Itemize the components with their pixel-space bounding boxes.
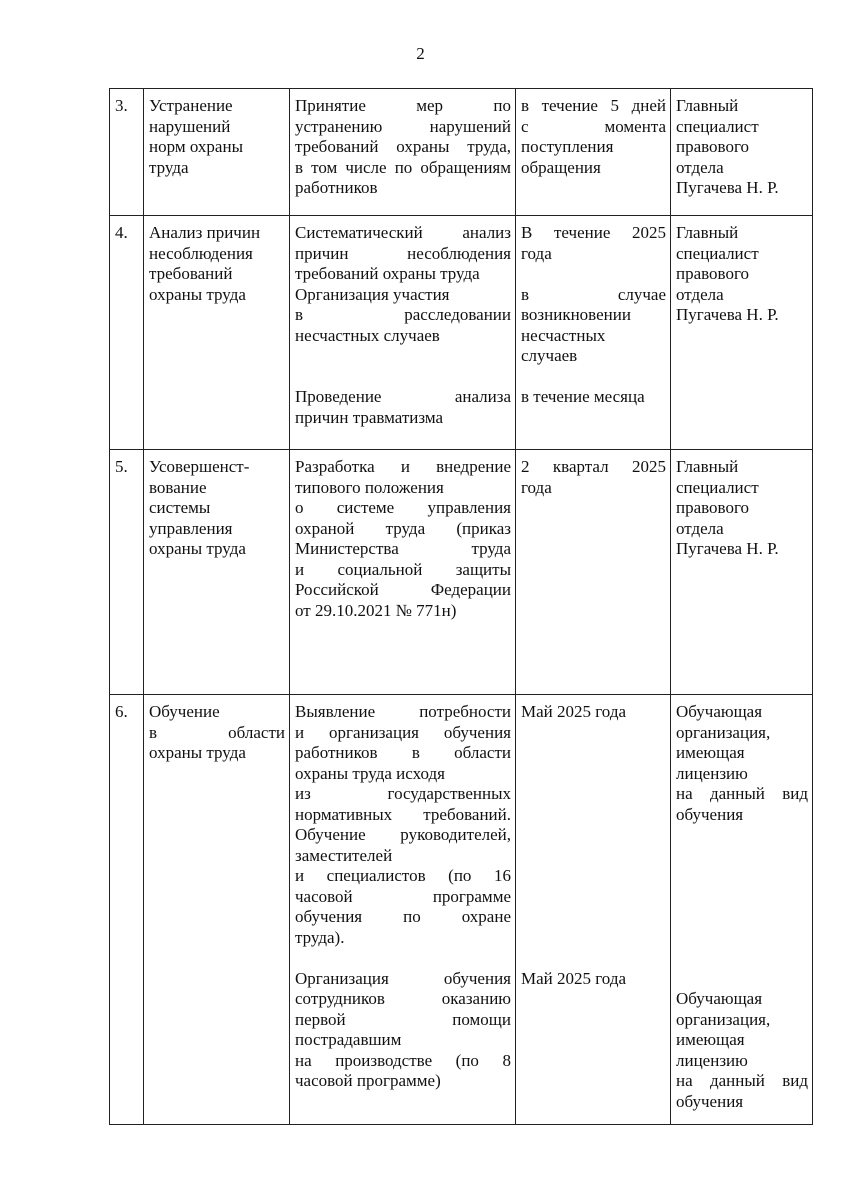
row-number: 5.: [110, 450, 144, 695]
resp-line: правового: [676, 137, 750, 156]
action-line: требований охраны труда,: [295, 137, 511, 156]
term-line: возникновении: [521, 305, 631, 324]
term-line: года: [521, 477, 552, 497]
term-line: [521, 846, 666, 867]
page-number: 2: [416, 44, 425, 63]
action-line: охраны труда исходя: [295, 763, 445, 783]
action-line: Систематический анализ: [295, 223, 511, 242]
term-line: [521, 264, 666, 285]
name-line: нарушений: [149, 116, 231, 136]
term-line: 2 квартал 2025: [521, 457, 666, 476]
resp-line: отдела: [676, 157, 724, 177]
activity-name-cell: [144, 216, 290, 450]
action-line: труда).: [295, 927, 345, 947]
name-line: системы: [149, 498, 211, 517]
term-line: [521, 928, 666, 949]
resp-line: [676, 907, 808, 928]
action-line: Организация обучения: [295, 968, 511, 988]
name-line: Обучение: [149, 702, 220, 721]
term-line: [521, 825, 666, 846]
activity-name-cell: [144, 89, 290, 216]
term-line: с момента: [521, 116, 666, 136]
action-line: Разработка и внедрение: [295, 457, 511, 476]
action-line: [295, 367, 511, 388]
resp-line: Главный: [676, 457, 739, 476]
action-line: и организация обучения: [295, 722, 511, 742]
term-line: [521, 805, 666, 826]
resp-line: Обучающая: [676, 702, 763, 721]
resp-line: организация,: [676, 1009, 771, 1029]
table-row: [110, 89, 813, 216]
name-line: охраны труда: [149, 539, 246, 558]
resp-line: [676, 928, 808, 949]
action-line: и социальной защиты: [295, 559, 511, 579]
resp-line: правового: [676, 498, 750, 517]
term-line: [521, 723, 666, 744]
resp-line: Пугачева Н. Р.: [676, 539, 779, 558]
resp-line: Обучающая: [676, 989, 763, 1008]
action-line: [295, 948, 511, 969]
table-row: [110, 695, 813, 1125]
action-line: заместителей: [295, 845, 393, 865]
term-line: Май 2025 года: [521, 968, 627, 988]
resp-line: на данный вид: [676, 784, 808, 803]
name-line: несоблюдения: [149, 243, 253, 263]
action-line: работников: [295, 178, 378, 197]
term-line: случаев: [521, 346, 578, 365]
resp-line: организация,: [676, 722, 771, 742]
table-row: [110, 216, 813, 450]
action-line: причин несоблюдения: [295, 243, 511, 263]
name-line: управления: [149, 518, 233, 538]
action-line: Проведение анализа: [295, 387, 511, 406]
name-line: труда: [149, 157, 189, 177]
name-line: норм охраны: [149, 137, 243, 156]
action-line: в расследовании: [295, 305, 511, 324]
action-line: требований охраны труда: [295, 264, 480, 283]
action-line: сотрудников оказанию: [295, 989, 511, 1008]
row-number: 3.: [110, 89, 144, 216]
term-line: В течение 2025: [521, 223, 666, 242]
activity-name-cell: [144, 695, 290, 1125]
row-number: 6.: [110, 695, 144, 1125]
activity-name-cell: [144, 450, 290, 695]
term-line: [521, 907, 666, 928]
term-line: в течение месяца: [521, 387, 645, 406]
responsible-cell: [671, 216, 813, 450]
name-line: вование: [149, 477, 207, 497]
resp-line: отдела: [676, 518, 724, 538]
term-line: [521, 764, 666, 785]
resp-line: лицензию: [676, 763, 748, 783]
term-line: Май 2025 года: [521, 702, 627, 721]
term-line: [521, 367, 666, 388]
table-row: [110, 450, 813, 695]
responsible-cell: [671, 450, 813, 695]
action-cell: [290, 450, 516, 695]
resp-line: [676, 948, 808, 969]
resp-line: [676, 846, 808, 867]
term-line: обращения: [521, 157, 601, 177]
action-line: первой помощи: [295, 1009, 511, 1029]
resp-line: на данный вид: [676, 1071, 808, 1090]
name-line: в области: [149, 722, 285, 742]
action-line: Российской Федерации: [295, 580, 511, 599]
resp-line: [676, 887, 808, 908]
name-line: Устранение: [149, 96, 233, 115]
term-line: [521, 948, 666, 969]
responsible-cell: [671, 89, 813, 216]
action-cell: [290, 216, 516, 450]
action-line: причин травматизма: [295, 407, 444, 427]
action-line: работников в области: [295, 743, 511, 762]
action-line: о системе управления: [295, 498, 511, 517]
resp-line: специалист: [676, 116, 759, 136]
action-line: охраной труда (приказ: [295, 518, 511, 538]
term-cell: [516, 216, 671, 450]
term-line: года: [521, 243, 552, 263]
name-line: охраны труда: [149, 284, 246, 304]
action-line: часовой программе: [295, 886, 511, 906]
resp-line: Пугачева Н. Р.: [676, 178, 779, 197]
action-line: от 29.10.2021 № 771н): [295, 600, 457, 620]
action-line: обучения по охране: [295, 907, 511, 926]
action-line: на производстве (по 8: [295, 1050, 511, 1070]
resp-line: обучения: [676, 1091, 744, 1111]
resp-line: [676, 866, 808, 887]
action-line: часовой программе): [295, 1071, 441, 1090]
term-line: [521, 784, 666, 805]
responsible-cell: [671, 695, 813, 1125]
resp-line: отдела: [676, 284, 724, 304]
name-line: Усовершенст-: [149, 457, 250, 476]
term-line: [521, 887, 666, 908]
action-line: [295, 346, 511, 367]
action-line: устранению нарушений: [295, 116, 511, 136]
action-line: типового положения: [295, 477, 444, 497]
action-line: Обучение руководителей,: [295, 825, 511, 844]
resp-line: [676, 825, 808, 846]
plan-table: [109, 88, 813, 1125]
resp-line: специалист: [676, 243, 759, 263]
term-line: несчастных: [521, 325, 606, 345]
term-cell: [516, 695, 671, 1125]
resp-line: имеющая: [676, 743, 745, 762]
resp-line: Пугачева Н. Р.: [676, 305, 779, 324]
action-line: пострадавшим: [295, 1030, 402, 1049]
resp-line: лицензию: [676, 1050, 748, 1070]
term-cell: [516, 89, 671, 216]
term-line: в течение 5 дней: [521, 96, 666, 115]
name-line: Анализ причин: [149, 223, 261, 242]
action-line: Организация участия: [295, 284, 450, 304]
action-cell: [290, 695, 516, 1125]
term-line: [521, 866, 666, 887]
action-line: и специалистов (по 16: [295, 866, 511, 885]
term-line: [521, 743, 666, 764]
action-line: несчастных случаев: [295, 325, 440, 345]
action-line: в том числе по обращениям: [295, 157, 511, 177]
name-line: требований: [149, 264, 233, 283]
resp-line: имеющая: [676, 1030, 745, 1049]
term-line: поступления: [521, 137, 614, 156]
action-line: нормативных требований.: [295, 804, 511, 824]
resp-line: правового: [676, 264, 750, 283]
row-number: 4.: [110, 216, 144, 450]
name-line: охраны труда: [149, 743, 246, 762]
resp-line: [676, 969, 808, 990]
action-line: Министерства труда: [295, 539, 511, 558]
resp-line: обучения: [676, 804, 744, 824]
resp-line: Главный: [676, 223, 739, 242]
term-cell: [516, 450, 671, 695]
action-line: Принятие мер по: [295, 96, 511, 115]
action-line: из государственных: [295, 784, 511, 803]
resp-line: специалист: [676, 477, 759, 497]
action-line: Выявление потребности: [295, 702, 511, 721]
action-cell: [290, 89, 516, 216]
resp-line: Главный: [676, 96, 739, 115]
term-line: в случае: [521, 284, 666, 304]
